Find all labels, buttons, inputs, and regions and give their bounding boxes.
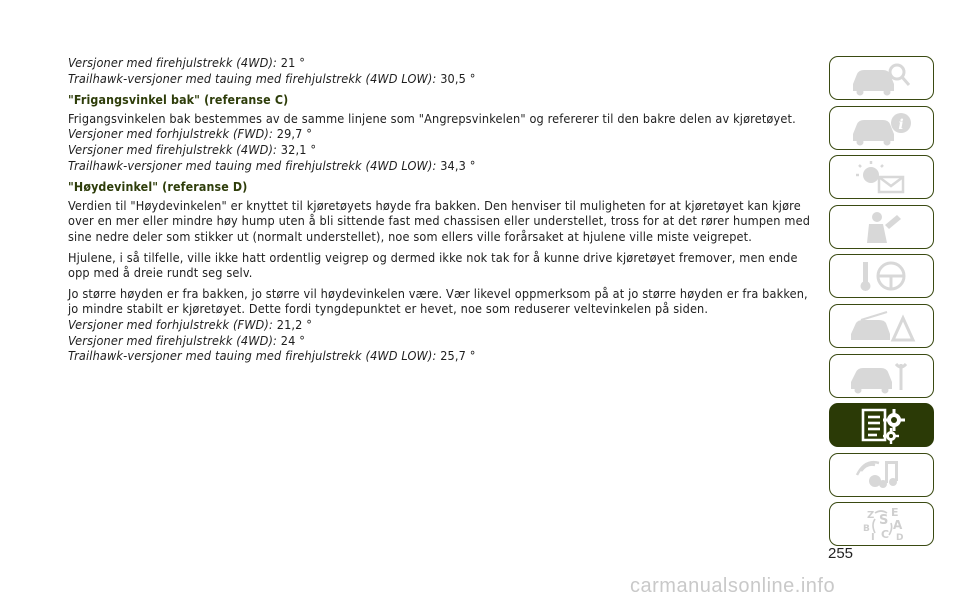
chapter-tabs [829, 56, 936, 552]
paragraph: Frigangsvinkelen bak bestemmes av de samme linjene som "Angrepsvinkelen" og refererer til den bakre delen av kjøretøyet. [68, 110, 796, 126]
car-warning-triangle-icon [847, 308, 917, 344]
tab-emergency[interactable] [829, 304, 934, 348]
tab-technical-specifications[interactable] [829, 403, 934, 447]
spec-line: Trailhawk-versjoner med tauing med firehjulstrekk (4WD LOW): 30,5 ° [68, 70, 476, 86]
paragraph: Jo større høyden er fra bakken, jo større vil høydevinkelen være. Vær likevel oppmerksom på at jo større høyden er fra bakken, jo mindre stabilt er kjøretøyet. Dette fordi tyngdepunktet er hevet, noe som reduserer veltevinkelen på siden. [68, 285, 808, 317]
tab-starting-driving[interactable] [829, 254, 934, 298]
spec-line: Versjoner med firehjulstrekk (4WD): 21 ° [68, 55, 306, 70]
paragraph: Hjulene, i så tilfelle, ville ikke hatt ordentlig veigrep og dermed ikke nok tak for å kunne drive kjøretøyet fremover, men ende opp med å dreie rundt seg selv. [68, 249, 798, 281]
tab-getting-to-know[interactable] [829, 56, 934, 100]
car-search-icon [847, 60, 917, 96]
tab-safety-lights[interactable] [829, 155, 934, 199]
section-heading-d: "Høydevinkel" (referanse D) [68, 180, 248, 195]
spec-line: Trailhawk-versjoner med tauing med firehjulstrekk (4WD LOW): 34,3 ° [68, 157, 476, 173]
alphabet-index-icon [847, 505, 917, 543]
index-letter: C [880, 528, 889, 542]
spec-line: Versjoner med firehjulstrekk (4WD): 32,1 ° [68, 141, 317, 157]
key-steering-wheel-icon [847, 258, 917, 294]
spec-line: Versjoner med forhjulstrekk (FWD): 29,7 ° [68, 126, 313, 142]
index-letter: D [895, 533, 903, 544]
paragraph: Verdien til "Høydevinkelen" er knyttet til kjøretøyets høyde fra bakken. Den henviser til muligheten for at kjøretøyet kan kjøre over en mer eller mindre høy hump uten å bli sittende fast med chassisen eller understellet, tross for at det rører humpen med sine nedre deler som stikker ut (normalt understellet), noe som ellers ville forårsaket at hjulene ville miste veigrepet. [68, 197, 811, 244]
car-info-icon [847, 110, 917, 146]
index-letter: Z [866, 510, 874, 522]
car-wrench-icon [847, 358, 917, 394]
index-letter: A [892, 518, 902, 533]
spec-line: Versjoner med firehjulstrekk (4WD): 24 ° [68, 332, 306, 348]
tab-index[interactable] [829, 502, 934, 546]
spec-line: Versjoner med forhjulstrekk (FWD): 21,2 ° [68, 316, 313, 332]
index-letter: I [870, 532, 875, 544]
media-phone-music-icon [847, 457, 917, 493]
person-seatbelt-icon [847, 209, 917, 245]
tab-servicing[interactable] [829, 354, 934, 398]
manual-text [68, 55, 820, 364]
spec-line: Trailhawk-versjoner med tauing med firehjulstrekk (4WD LOW): 25,7 ° [68, 348, 476, 364]
index-letter: B [862, 524, 870, 535]
list-gear-icon [847, 406, 917, 444]
page-number: 255 [828, 545, 854, 562]
index-letter: E [890, 506, 899, 520]
tab-dashboard[interactable] [829, 106, 934, 150]
watermark: carmanualsonline.info [630, 575, 836, 597]
tab-multimedia[interactable] [829, 453, 934, 497]
tab-safety[interactable] [829, 205, 934, 249]
section-heading-c: "Frigangsvinkel bak" (referanse C) [68, 93, 289, 108]
warning-light-mail-icon [847, 159, 917, 195]
svg-text:i: i [897, 116, 904, 133]
index-letter: S [878, 513, 888, 529]
